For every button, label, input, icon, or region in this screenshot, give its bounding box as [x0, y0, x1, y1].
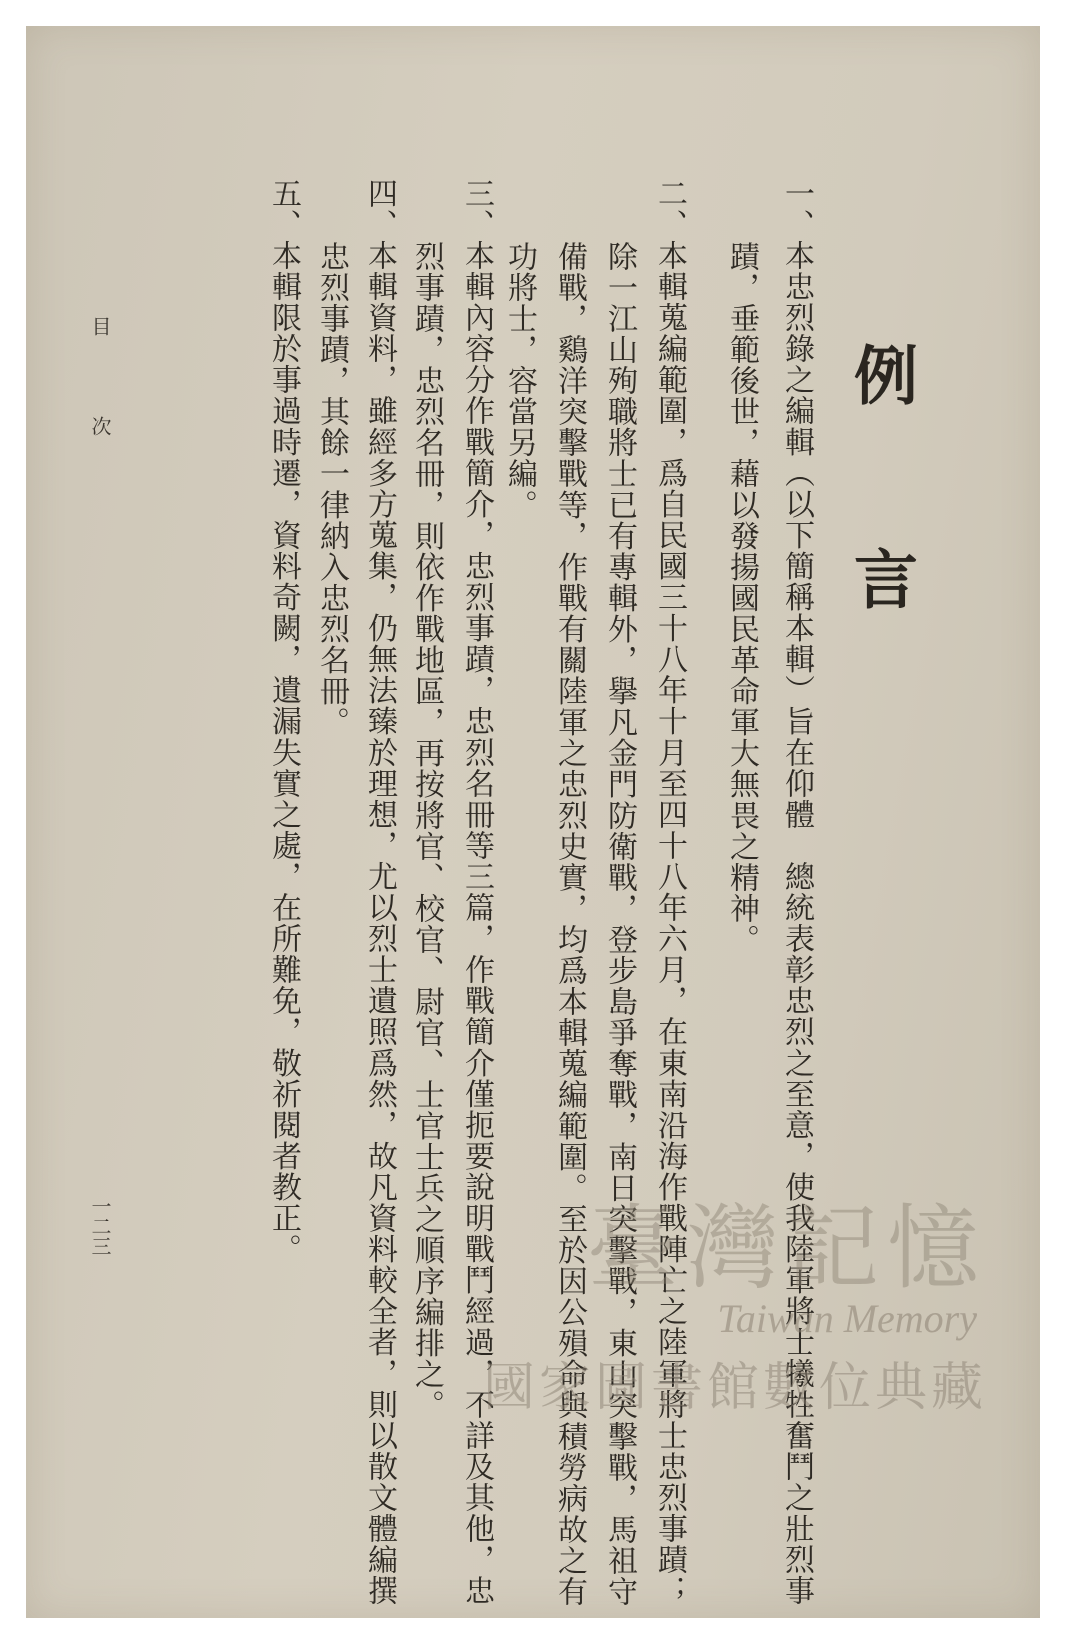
paragraph-3-line-2: 烈事蹟，忠烈名冊，則依作戰地區，再按將官、校官、尉官、士官士兵之順序編排之。: [409, 241, 444, 1421]
paragraph-2-line-3: 備戰，鷄洋突擊戰等，作戰有關陸軍之忠烈史實，均爲本輯蒐編範圍。至於因公殞命與積勞病故之有: [552, 241, 587, 1608]
paragraph-5-line-1: 五、本輯限於事過時遷，資料奇闕，遺漏失實之處，在所難免，敬祈閱者教正。: [266, 178, 301, 1265]
paragraph-3-line-1: 三、本輯內容分作戰簡介，忠烈事蹟，忠烈名冊等三篇，作戰簡介僅扼要說明戰鬥經過，不詳及其他，忠: [459, 178, 494, 1607]
paragraph-1-line-2: 蹟，垂範後世，藉以發揚國民革命軍大無畏之精神。: [724, 241, 759, 956]
paragraph-1-line-1: 一、本忠烈錄之編輯（以下簡稱本輯）旨在仰體 總統表彰忠烈之至意，使我陸軍將士犧牲奮鬥之壯烈事: [779, 178, 814, 1607]
document-page: [26, 26, 1040, 1618]
watermark-chinese-title: 臺灣記憶: [586, 1195, 987, 1302]
paragraph-2-line-2: 除一江山殉職將士已有專輯外，擧凡金門防衛戰，登步島爭奪戰，南日突擊戰，東山突擊戰，馬祖守: [602, 241, 637, 1608]
page-title: 例言: [843, 342, 918, 750]
paragraph-4-line-1: 四、本輯資料，雖經多方蒐集，仍無法臻於理想，尤以烈士遺照爲然，故凡資料較全者，則以散文體編撰: [362, 178, 397, 1607]
paragraph-2-line-1: 二、本輯蒐編範圍，爲自民國三十八年十月至四十八年六月，在東南沿海作戰陣亡之陸軍將士忠烈事蹟；: [652, 178, 687, 1607]
paragraph-2-line-4: 功將士，容當另編。: [502, 241, 537, 521]
paragraph-4-line-2: 忠烈事蹟，其餘一律納入忠烈名冊。: [314, 241, 349, 738]
page-number: 一二三: [88, 1196, 112, 1256]
margin-label: 目次: [88, 316, 112, 516]
watermark-institution: 國家圖書館數位典藏: [482, 1358, 987, 1418]
watermark-english-title: Taiwan Memory: [717, 1296, 977, 1341]
